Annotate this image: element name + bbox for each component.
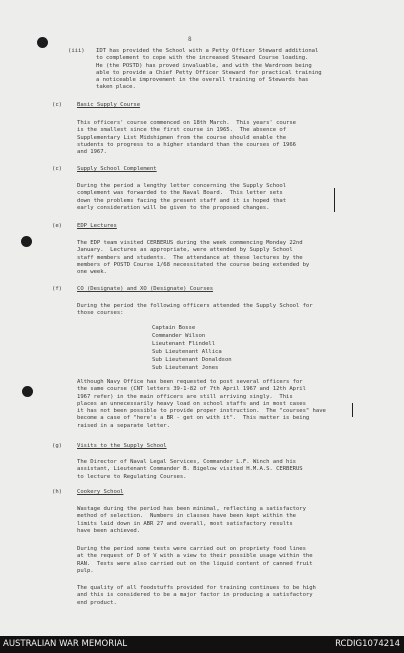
section-text: During the period a lengthy letter concerning the Supply School complement was forwarded to the Naval Board. This letter sets down the problems facing the present staff and it is hoped that early consideration will be given to the proposed changes. <box>77 183 287 211</box>
punch-hole <box>22 386 33 397</box>
officer-name: Sub Lieutenant Allica <box>152 349 222 355</box>
section-label: (c) <box>52 102 62 108</box>
section-label: (f) <box>52 286 62 292</box>
section-heading: Visits to the Supply School <box>77 443 167 449</box>
officer-name: Captain Bosse <box>152 325 196 331</box>
section-heading: Cookery School <box>77 489 124 495</box>
section-label: (g) <box>52 443 62 449</box>
section-text: Wastage during the period has been minimal, reflecting a satisfactory method of selection. Numbers in classes have been kept within the limits laid down in ABR 27 and overall, most satisfactory results have been achieved. <box>77 506 306 534</box>
section-label: (h) <box>52 489 62 495</box>
section-text: The EDP team visited CERBERUS during the week commencing Monday 22nd January. Lectures as appropriate, were attended by Supply School staff members and students. The attendance at these lectures by the members of POSTD Course 1/68 necessitated the course being extended by one week. <box>77 240 310 276</box>
punch-hole <box>37 37 48 48</box>
record-id: RCDIG1074214 <box>335 639 400 649</box>
archive-name: AUSTRALIAN WAR MEMORIAL <box>3 639 128 649</box>
officer-name: Commander Wilson <box>152 333 206 339</box>
section-text: During the period the following officers attended the Supply School for those courses: <box>77 303 313 317</box>
section-text: The Director of Naval Legal Services, Commander L.F. Winch and his assistant, Lieutenant Commander B. Bigelow visited H.M.A.S. CERBERUS to lecture to Regulating Courses. <box>77 459 303 480</box>
section-label: (c) <box>52 166 62 172</box>
section-text: During the period some tests were carried out on propriety food lines at the request of D of V with a view to their possible usage within the RAN. Tests were also carried out on the liquid content of canned fruit pulp. <box>77 546 313 574</box>
section-text: This officers' course commenced on 18th March. This years' course is the smallest since the first course in 1965. The absence of Supplementary List Midshipmen from the course should enable the students to progress to a higher standard than the courses of 1966 and 1967. <box>77 120 296 156</box>
section-heading: EDP Lectures <box>77 223 117 229</box>
officer-name: Sub Lieutenant Jones <box>152 365 219 371</box>
archive-footer <box>0 636 404 653</box>
section-heading: CO (Designate) and XO (Designate) Courses <box>77 286 214 292</box>
officer-name: Sub Lieutenant Donaldson <box>152 357 232 363</box>
margin-mark <box>352 403 353 417</box>
section-text: The quality of all foodstuffs provided for training continues to be high and this is considered to be a major factor in producing a satisfactory end product. <box>77 585 316 606</box>
officer-name: Lieutenant Flindell <box>152 341 216 347</box>
section-text: IDT has provided the School with a Petty Officer Steward additional to complement to cope with the increased Steward Course loading. He (the POSTD) has proved invaluable, and with the Wardroom being able to provide a Chief Petty Officer Steward for practical training a noticeable improvement in the overall training of Stewards has taken place. <box>96 48 322 91</box>
section-text: Although Navy Office has been requested to post several officers for the same course (CNT letters 39-1-82 of 7th April 1967 and 12th April 1967 refer) in the main officers are still arriving singly. This places an unnecessarily heavy load on school staffs and in most cases it has not been possible to provide proper instruction. The "courses" have become a case of "here's a BR - get on with it". This matter is being raised in a separate letter. <box>77 379 326 429</box>
section-heading: Basic Supply Course <box>77 102 141 108</box>
punch-hole <box>21 236 32 247</box>
section-label: (iii) <box>68 48 85 54</box>
page-number: 8 <box>188 36 192 43</box>
section-label: (e) <box>52 223 62 229</box>
section-heading: Supply School Complement <box>77 166 157 172</box>
margin-mark <box>334 188 335 212</box>
